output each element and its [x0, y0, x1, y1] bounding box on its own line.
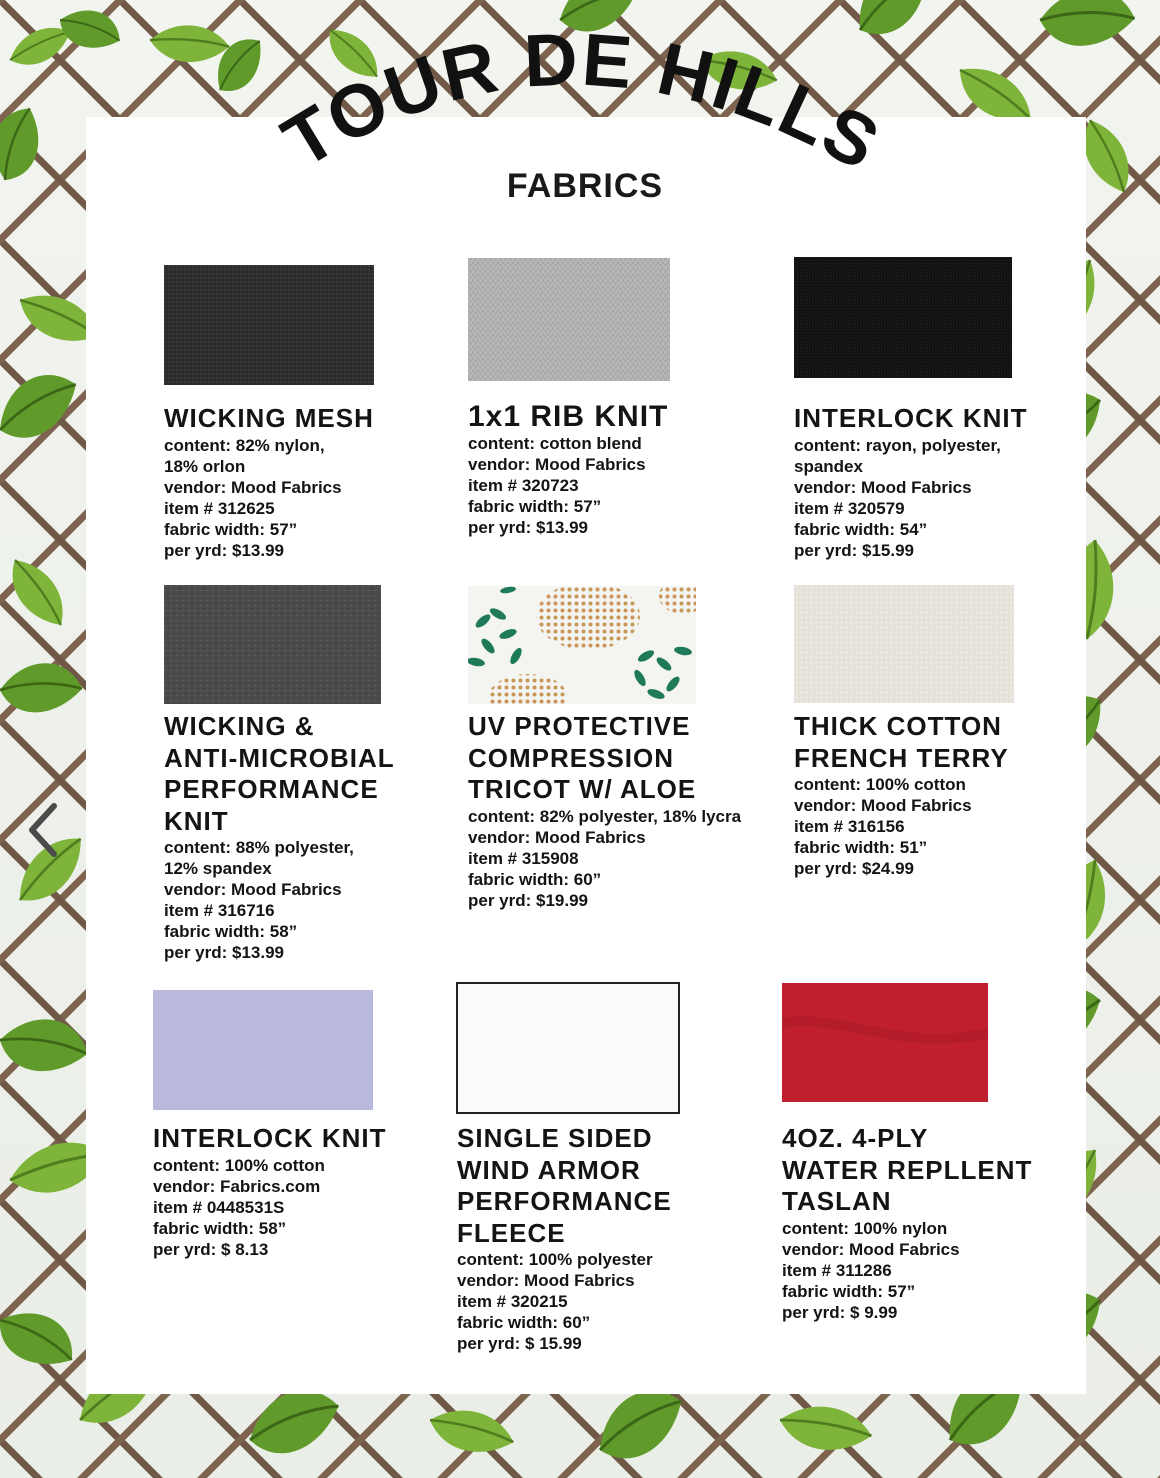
fabric-detail: item # 0448531S: [153, 1197, 285, 1217]
fabric-detail: vendor: Mood Fabrics: [468, 827, 646, 847]
fabric-item: [794, 711, 1074, 879]
fabric-swatch-image: [153, 990, 373, 1110]
fabric-detail: 12% spandex: [164, 859, 272, 878]
fabric-detail: vendor: Mood Fabrics: [782, 1239, 960, 1259]
fabric-item: [782, 1123, 1072, 1323]
fabric-detail: per yrd: $ 8.13: [153, 1239, 269, 1259]
fabric-detail: item # 315908: [468, 848, 579, 868]
fabric-swatch-image: [164, 585, 381, 704]
fabric-swatch-image: [468, 586, 696, 704]
fabric-detail: vendor: Mood Fabrics: [164, 880, 342, 899]
fabric-name: INTERLOCK KNIT: [153, 1123, 387, 1153]
fabric-item: [794, 403, 1074, 561]
fabric-detail: per yrd: $15.99: [794, 540, 915, 560]
fabric-detail: content: 88% polyester,: [164, 838, 354, 857]
fabric-detail: per yrd: $ 15.99: [457, 1334, 582, 1353]
fabric-swatch-image: [782, 983, 988, 1102]
fabric-detail: fabric width: 57”: [782, 1281, 916, 1301]
fabric-detail: vendor: Fabrics.com: [153, 1176, 321, 1196]
fabric-detail: item # 311286: [782, 1260, 892, 1280]
fabric-detail: fabric width: 57”: [164, 519, 298, 539]
fabric-detail: item # 316716: [164, 901, 275, 920]
fabric-item: [468, 711, 788, 911]
fabric-detail: vendor: Mood Fabrics: [794, 796, 972, 815]
fabric-name: UV PROTECTIVE COMPRESSION TRICOT W/ ALOE: [468, 711, 697, 804]
fabric-item: [153, 1123, 443, 1260]
fabric-detail: spandex: [794, 456, 863, 476]
fabric-item: [468, 400, 768, 538]
fabric-detail: fabric width: 58”: [153, 1218, 287, 1238]
fabric-detail: fabric width: 60”: [457, 1313, 591, 1332]
fabric-swatch-image: [794, 585, 1014, 703]
fabric-detail: content: 100% cotton: [153, 1155, 325, 1175]
fabric-name: WICKING MESH: [164, 403, 374, 433]
fabric-swatch-image: [164, 265, 374, 385]
fabric-detail: per yrd: $ 9.99: [782, 1302, 898, 1322]
fabric-detail: content: 100% polyester: [457, 1250, 653, 1269]
fabric-detail: vendor: Mood Fabrics: [457, 1271, 635, 1290]
fabric-detail: per yrd: $19.99: [468, 890, 589, 910]
fabric-detail: vendor: Mood Fabrics: [164, 477, 342, 497]
fabric-detail: per yrd: $24.99: [794, 859, 915, 878]
fabric-detail: content: rayon, polyester,: [794, 435, 1001, 455]
fabric-name: 1x1 RIB KNIT: [468, 400, 669, 433]
fabric-detail: content: 100% cotton: [794, 775, 966, 794]
fabric-detail: fabric width: 58”: [164, 922, 298, 941]
fabric-detail: content: cotton blend: [468, 434, 642, 453]
fabric-name: WICKING & ANTI-MICROBIAL PERFORMANCE KNIT: [164, 711, 395, 836]
fabric-detail: item # 312625: [164, 498, 275, 518]
fabric-name: THICK COTTON FRENCH TERRY: [794, 711, 1009, 773]
fabric-detail: content: 82% polyester, 18% lycra: [468, 806, 742, 826]
fabric-detail: per yrd: $13.99: [164, 540, 285, 560]
fabric-swatch-image: [456, 982, 680, 1114]
fabric-detail: item # 320579: [794, 498, 905, 518]
arched-title: [0, 0, 1160, 260]
fabric-detail: per yrd: $13.99: [164, 943, 285, 962]
fabric-detail: fabric width: 51”: [794, 838, 928, 857]
fabric-item: [164, 403, 444, 561]
fabric-detail: vendor: Mood Fabrics: [468, 455, 646, 474]
fabric-detail: fabric width: 54”: [794, 519, 928, 539]
fabric-detail: vendor: Mood Fabrics: [794, 477, 972, 497]
page-subtitle: FABRICS: [506, 167, 664, 205]
fabric-detail: content: 82% nylon,: [164, 435, 325, 455]
fabric-detail: item # 320215: [457, 1292, 568, 1311]
fabric-name: INTERLOCK KNIT: [794, 403, 1028, 433]
page-title: TOUR DE HILLS: [268, 17, 894, 187]
fabric-detail: item # 316156: [794, 817, 905, 836]
fabric-item: [164, 711, 454, 963]
fabric-detail: fabric width: 57”: [468, 497, 602, 516]
chevron-left-icon[interactable]: [24, 800, 64, 860]
fabric-item: [457, 1123, 757, 1354]
fabric-swatch-image: [468, 258, 670, 381]
fabric-name: 4OZ. 4-PLY WATER REPLLENT TASLAN: [782, 1123, 1033, 1216]
fabric-detail: item # 320723: [468, 476, 579, 495]
fabric-swatch-image: [794, 257, 1012, 378]
fabric-detail: 18% orlon: [164, 456, 246, 476]
fabric-name: SINGLE SIDED WIND ARMOR PERFORMANCE FLEECE: [457, 1123, 672, 1248]
fabric-detail: fabric width: 60”: [468, 869, 602, 889]
fabric-detail: content: 100% nylon: [782, 1218, 948, 1238]
fabric-detail: per yrd: $13.99: [468, 518, 589, 537]
